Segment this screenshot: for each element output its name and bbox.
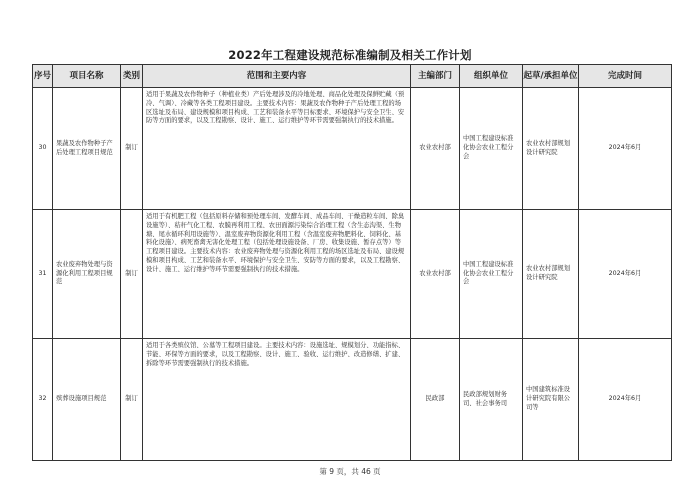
table-row [33,88,672,210]
row-project-name: 殡葬设施项目规范 [53,339,121,461]
table-row [33,339,672,461]
page-footer: 第 9 页，共 46 页 [319,467,381,476]
row-category: 制订 [121,88,143,210]
header-drafter: 起草/承担单位 [523,65,579,88]
row-drafter: 中国建筑标准设计研究院有限公司等 [523,339,579,461]
header-name: 项目名称 [53,65,121,88]
header-org: 组织单位 [460,65,523,88]
header-scope: 范围和主要内容 [143,65,411,88]
row-deadline: 2024年6月 [579,210,672,339]
row-org: 民政部规划财务司、社会事务司 [460,339,523,461]
row-index: 30 [33,88,53,210]
table-header-row [33,65,672,88]
row-org: 中国工程建设标准化协会农业工程分会 [460,88,523,210]
row-project-name: 农业废弃物处理与资源化利用工程项目规范 [53,210,121,339]
row-index: 31 [33,210,53,339]
row-dept: 民政部 [411,339,460,461]
row-org: 中国工程建设标准化协会农业工程分会 [460,210,523,339]
row-index: 32 [33,339,53,461]
header-dept: 主编部门 [411,65,460,88]
row-category: 制订 [121,210,143,339]
row-drafter: 农业农村部规划设计研究院 [523,88,579,210]
header-category: 类别 [121,65,143,88]
plan-table [32,64,672,461]
row-scope: 适用于各类殡仪馆、公墓等工程项目建设。主要技术内容：设施选址、规模划分、功能指标、节能、环保等方面的要求，以及工程勘察、设计、施工、验收、运行维护、改造修缮、扩建、拆除等环节需要强制执行的技术措施。 [143,339,411,461]
row-drafter: 农业农村部规划设计研究院 [523,210,579,339]
row-dept: 农业农村部 [411,88,460,210]
row-project-name: 果蔬及农作物种子产后处理工程项目规范 [53,88,121,210]
document-title: 2022年工程建设规范标准编制及相关工作计划 [228,48,472,62]
row-deadline: 2024年6月 [579,339,672,461]
row-scope: 适用于果蔬及农作物种子（种植业类）产后处理涉及的冷地处理、商品化处理及保鲜贮藏（预冷、气调）、冷藏等各类工程项目建设。主要技术内容：果蔬及农作物种子产后处理工程的场区选址及布局、建设规模和项目构成、工艺和装备水平等目标要求、环境保护与安全卫生、安防等方面的要求，以及工程勘察、设计、施工、运行维护等环节需要强制执行的技术措施。 [143,88,411,210]
row-deadline: 2024年6月 [579,88,672,210]
header-index: 序号 [33,65,53,88]
table-row [33,210,672,339]
row-category: 制订 [121,339,143,461]
row-scope: 适用于有机肥工程（包括原料存储和预处理车间、发酵车间、成品车间、干燥造粒车间、除臭设施等）、秸秆气化工程、农膜再利用工程、农田面源污染综合治理工程（含生态沟渠、生物塘、尾水循环利用设施等）、温室废弃物资源化利用工程（含温室废弃物肥料化、饲料化、基料化设施）、病死畜禽无害化处理工程（包括处理设施设备、厂房、收集设施、暂存点等）等工程项目建设。主要技术内容：农业废弃物处理与资源化利用工程的场区选址及布局、建设规模和项目构成、工艺和装备水平、环境保护与安全卫生、安防等方面的要求，以及工程勘察、设计、施工、运行维护等环节需要强制执行的技术措施。 [143,210,411,339]
header-deadline: 完成时间 [579,65,672,88]
row-dept: 农业农村部 [411,210,460,339]
